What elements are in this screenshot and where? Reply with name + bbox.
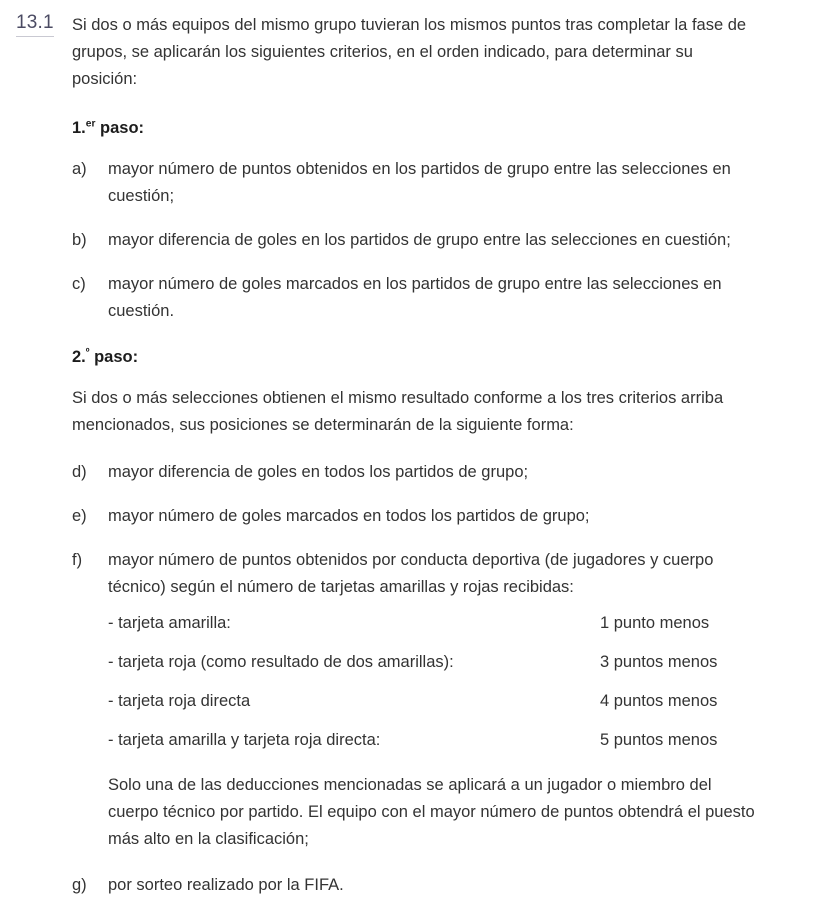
deduction-note-paragraph: Solo una de las deducciones mencionadas se aplicará a un jugador o miembro del cuerpo técnico por partido. El equipo con el mayor número de puntos obtendrá el puesto más alto en la clasificación; bbox=[108, 776, 755, 848]
step-1-heading-label: paso: bbox=[95, 119, 145, 137]
list-item-g bbox=[72, 872, 758, 899]
list-item-text: mayor número de puntos obtenidos por conducta deportiva (de jugadores y cuerpo técnico) según el número de tarjetas amarillas y rojas recibidas: bbox=[108, 551, 714, 596]
deduction-value: 1 punto menos bbox=[600, 614, 710, 632]
step-2-paragraph: Si dos o más selecciones obtienen el mismo resultado conforme a los tres criterios arriba mencionados, sus posiciones se determinarán de la siguiente forma: bbox=[72, 389, 724, 434]
list-item-d bbox=[72, 459, 758, 486]
deduction-value: 4 puntos menos bbox=[600, 692, 718, 710]
deduction-label: - tarjeta amarilla: bbox=[108, 614, 231, 632]
table-row bbox=[108, 610, 758, 649]
deduction-value: 3 puntos menos bbox=[600, 653, 718, 671]
deduction-label: - tarjeta roja (como resultado de dos amarillas): bbox=[108, 653, 454, 671]
clause-body bbox=[72, 12, 758, 899]
list-item-text: mayor diferencia de goles en todos los partidos de grupo; bbox=[108, 463, 529, 481]
clause-number-gutter bbox=[0, 12, 72, 37]
deduction-value: 5 puntos menos bbox=[600, 731, 718, 749]
clause-13-1 bbox=[0, 12, 758, 899]
deduction-label: - tarjeta amarilla y tarjeta roja directa: bbox=[108, 731, 381, 749]
list-item-c bbox=[72, 271, 758, 325]
step-2-heading bbox=[72, 344, 758, 371]
step-2-heading-number: 2. bbox=[72, 348, 86, 366]
list-item-marker: g) bbox=[72, 876, 87, 894]
step-1-heading bbox=[72, 115, 758, 142]
step-1-heading-number: 1. bbox=[72, 119, 86, 137]
list-item-marker: b) bbox=[72, 231, 87, 249]
table-row bbox=[108, 649, 758, 688]
list-item-marker: d) bbox=[72, 463, 87, 481]
clause-intro-paragraph: Si dos o más equipos del mismo grupo tuvieran los mismos puntos tras completar la fase de grupos, se aplicarán los siguientes criterios, en el orden indicado, para determinar su posición: bbox=[72, 16, 747, 88]
list-item-a bbox=[72, 156, 758, 210]
card-deductions-table bbox=[108, 610, 758, 766]
list-item-b bbox=[72, 227, 758, 254]
step-1-heading-ordinal-suffix: er bbox=[85, 118, 96, 130]
list-item-text: por sorteo realizado por la FIFA. bbox=[108, 876, 344, 894]
list-item-text: mayor número de puntos obtenidos en los partidos de grupo entre las selecciones en cuestión; bbox=[108, 160, 731, 205]
step-2-heading-ordinal-suffix: º bbox=[85, 347, 90, 359]
list-item-e bbox=[72, 503, 758, 530]
list-item-f bbox=[72, 547, 758, 601]
list-item-marker: c) bbox=[72, 275, 86, 293]
list-item-marker: e) bbox=[72, 507, 87, 525]
list-item-text: mayor diferencia de goles en los partidos de grupo entre las selecciones en cuestión; bbox=[108, 231, 731, 249]
list-item-text: mayor número de goles marcados en los partidos de grupo entre las selecciones en cuestión. bbox=[108, 275, 722, 320]
table-row bbox=[108, 688, 758, 727]
deduction-label: - tarjeta roja directa bbox=[108, 692, 251, 710]
list-item-marker: f) bbox=[72, 551, 83, 569]
step-2-heading-label: paso: bbox=[89, 348, 139, 366]
list-item-marker: a) bbox=[72, 160, 87, 178]
table-row bbox=[108, 727, 758, 766]
clause-number: 13.1 bbox=[16, 13, 54, 37]
list-item-text: mayor número de goles marcados en todos los partidos de grupo; bbox=[108, 507, 590, 525]
